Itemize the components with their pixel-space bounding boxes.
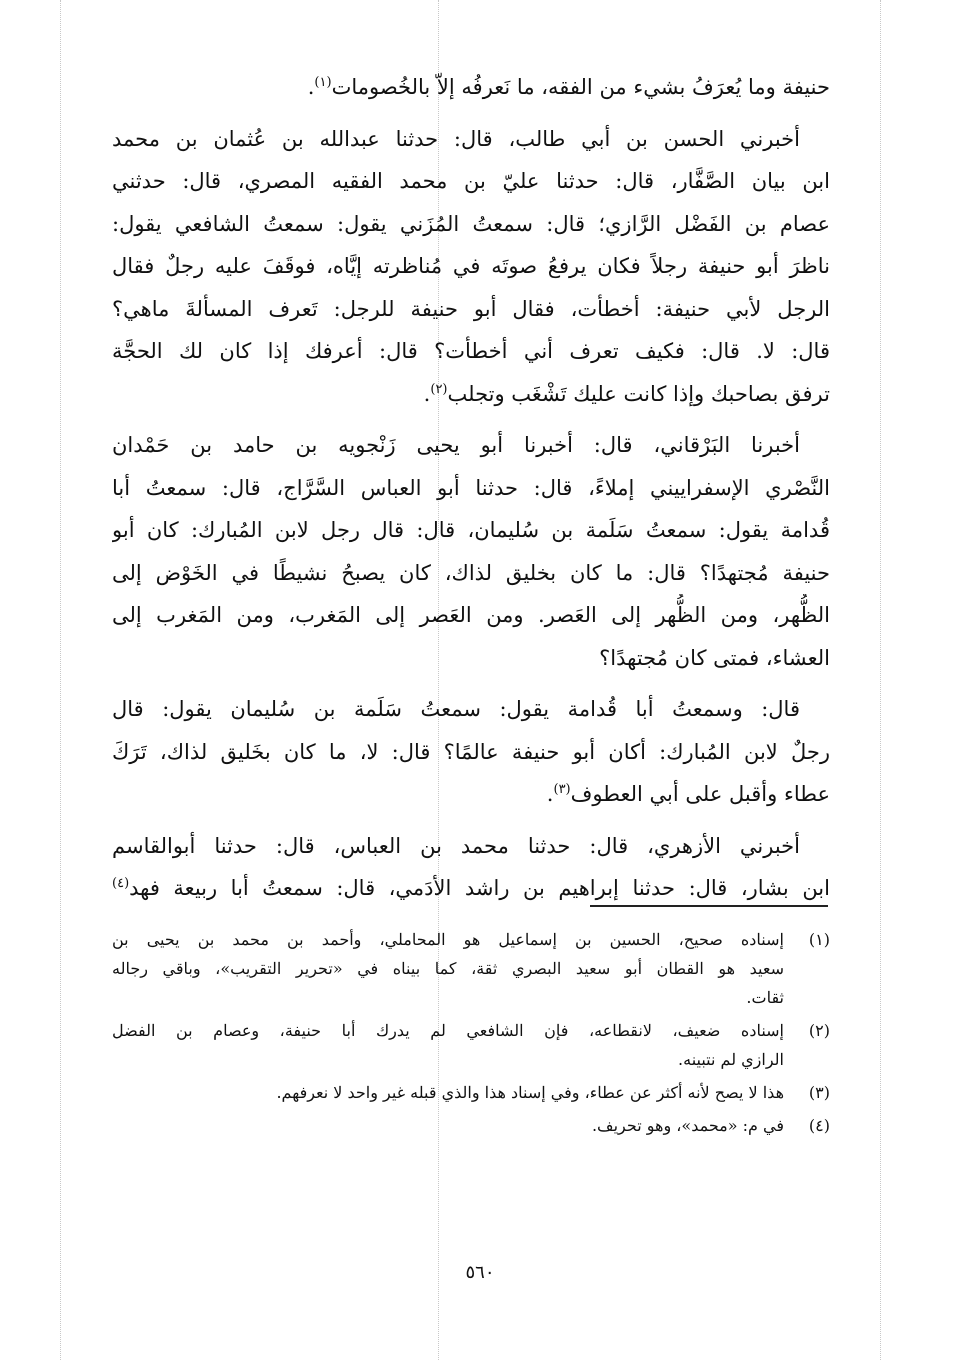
footnote-line: الرازي لم نتبينه. — [678, 1050, 784, 1069]
text-line: عصام بن الفَضْل الرَّازي؛ قال: سمعتُ المُزَني يقول: سمعتُ الشافعي يقول: — [112, 211, 830, 236]
main-text — [112, 66, 830, 919]
footnotes — [112, 925, 830, 1144]
paragraph — [112, 688, 830, 816]
footnote-body — [112, 1111, 784, 1140]
footnote-number: (٣) — [808, 1083, 830, 1102]
footnote-number: (٢) — [808, 1021, 830, 1040]
text-line: قال: لا. قال: فكيف تعرف أني أخطأت؟ قال: أعرفك إذا كان لك الحجَّة — [112, 339, 830, 363]
footnote-body — [112, 1078, 784, 1107]
text-line-content: ابن بشار، قال: حدثنا إبراهيم بن راشد الأدَمي، قال: سمعتُ أبا ربيعة فهد — [129, 876, 830, 900]
sentence-end: . — [307, 75, 315, 99]
text-line: النَّصْري الإسفراييني إملاءً، قال: حدثنا أبو العباس السَّرَّاج، قال: سمعتُ أبا — [112, 475, 830, 500]
footnote-reference: (١) — [314, 75, 332, 90]
text-line: أخبرني الأزهري، قال: حدثنا محمد بن العباس، قال: حدثنا أبوالقاسم — [112, 833, 800, 858]
paragraph — [112, 424, 830, 679]
footnote-line: هذا لا يصح لأنه أكثر عن عطاء، وفي إسناد هذا والذي قبله غير واحد لا نعرفهم. — [276, 1083, 784, 1102]
footnote — [112, 1078, 830, 1107]
footnote-number: (٤) — [808, 1116, 830, 1135]
footnote — [112, 1111, 830, 1140]
text-line: رجلٌ لابن المُبارك: أكان أبو حنيفة عالمًا؟ قال: لا، ما كان بخَليق لذاك، تَرَكَ — [112, 739, 830, 764]
text-line: ناظرَ أبو حنيفة رجلاً فكان يرفعُ صوتَه في مُناظرته إيَّاه، فوقَفَ عليه رجلٌ فقال — [112, 254, 830, 278]
text-line: قُدامة يقول: سمعتُ سَلَمة بن سُليمان، قال: قال رجل لابن المُبارك: كان أبو — [112, 518, 830, 542]
text-line: الظُّهر، ومن الظُّهر إلى العَصر. ومن العَصر إلى المَغرب، ومن المَغرب إلى — [112, 603, 830, 627]
footnote-reference: (٣) — [553, 782, 571, 797]
text-line: قال: وسمعتُ أبا قُدامة يقول: سمعتُ سَلَمة بن سُليمان يقول: قال — [112, 697, 800, 721]
footnote-reference: (٢) — [430, 381, 448, 397]
footnote — [112, 1016, 830, 1074]
text-line-content: حنيفة وما يُعرَفُ بشيء من الفقه، ما نَعرفُه إلاّ بالخُصومات — [331, 75, 830, 99]
footnote — [112, 925, 830, 1012]
scan-guide-line — [60, 0, 61, 1360]
text-line — [112, 66, 830, 109]
footnote-line: في م: «محمد»، وهو تحريف. — [591, 1116, 784, 1135]
text-line — [112, 373, 830, 416]
sentence-end: . — [423, 381, 431, 406]
footnote-number: (١) — [808, 930, 830, 949]
text-line: العشاء، فمتى كان مُجتهدًا؟ — [599, 645, 830, 670]
sentence-end: . — [546, 782, 554, 806]
footnote-line: ثقات. — [746, 988, 784, 1007]
text-line — [112, 773, 830, 816]
footnote-divider — [590, 905, 828, 907]
paragraph — [112, 118, 830, 416]
text-line — [112, 867, 830, 910]
footnote-line: إسناده ضعيف، لانقطاعه، فإن الشافعي لم يدرك أبا حنيفة، وعصام بن الفضل — [112, 1021, 784, 1040]
text-line: الرجل لأبي حنيفة: أخطأت، فقال أبو حنيفة للرجل: تَعرف المسألةَ ماهي؟ — [112, 296, 830, 321]
paragraph — [112, 66, 830, 109]
footnote-line: سعيد هو القطان أبو سعيد البصري ثقة، كما بيناه في «تحرير التقريب»، وباقي رجاله — [112, 959, 784, 978]
scan-guide-line — [880, 0, 881, 1360]
footnote-line: إسناده صحيح، الحسين بن إسماعيل هو المحاملي، وأحمد بن محمد بن يحيى بن — [112, 930, 784, 949]
text-line-content: عطاء وأقبل على أبي العطوف — [570, 782, 830, 806]
footnote-body — [112, 1016, 784, 1074]
footnote-reference: (٤) — [112, 876, 130, 891]
page-number: ٥٦٠ — [465, 1262, 495, 1283]
paragraph — [112, 825, 830, 910]
text-line: ابن بيان الصَّفَّار، قال: حدثنا عليّ بن محمد الفقيه المصري، قال: حدثني — [112, 169, 830, 193]
footnote-body — [112, 925, 784, 1012]
text-line: أخبرني الحسن بن أبي طالب، قال: حدثنا عبدالله بن عُثمان بن محمد — [112, 126, 800, 151]
text-line: حنيفة مُجتهدًا؟ قال: ما كان بخليق لذاك، كان يصبحُ نشيطًا في الخَوْض إلى — [112, 560, 830, 585]
text-line-content: ترفق بصاحبك وإذا كانت عليك تَشْغَب وتجلب — [447, 381, 830, 406]
text-line: أخبرنا البَرْقاني، قال: أخبرنا أبو يحيى زَنْجويه بن حامد بن حَمْدان — [112, 433, 800, 457]
